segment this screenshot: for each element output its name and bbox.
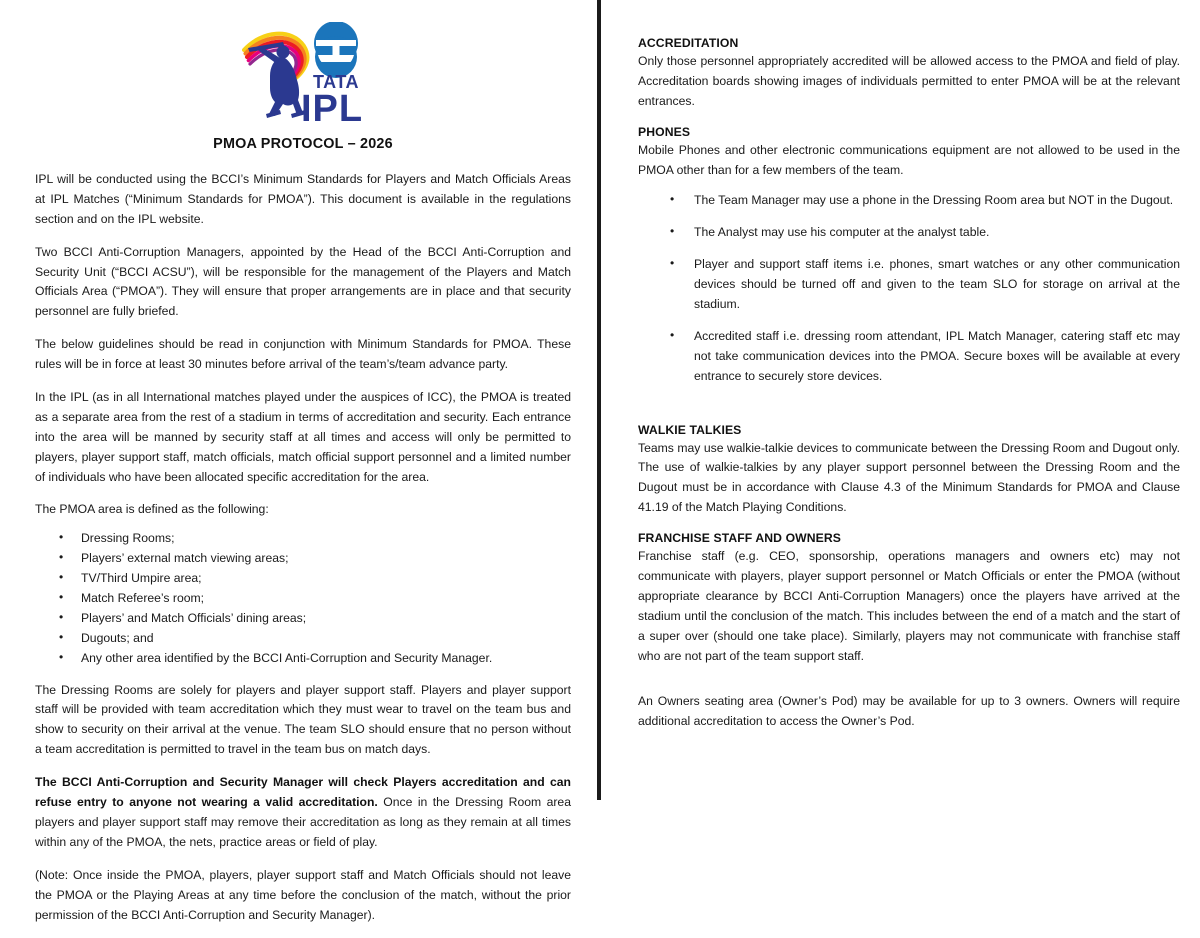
svg-text:TATA: TATA (313, 72, 359, 92)
list-item: • Any other area identified by the BCCI Anti-Corruption and Security Manager. (57, 649, 571, 669)
right-page-column (601, 0, 1200, 745)
paragraph-note: (Note: Once inside the PMOA, players, player support staff and Match Officials should not leave the PMOA or the Playing Areas at any time before the conclusion of the match, without the prior permission of the BCCI Anti-Corruption and Security Manager). (35, 867, 571, 922)
list-item: • Match Referee’s room; (57, 589, 571, 609)
tata-ipl-logo-icon (228, 22, 378, 125)
section-body-franchise-staff: Franchise staff (e.g. CEO, sponsorship, operations managers and owners etc) may not communicate with players, player support personnel or Match Officials or enter the PMOA (without appropriate clearance by BCCI Anti-Corruption Managers) once the players have arrived at the stadium until the conclusion of the match. This includes between the end of a match and the start of a super over (should one take place). Similarly, players may not communicate with franchise staff who are not part of the team support staff. (638, 549, 1180, 663)
list-item: • The Team Manager may use a phone in the Dressing Room area but NOT in the Dugout. (668, 191, 1180, 211)
spacer (638, 679, 1180, 692)
list-item: • Dressing Rooms; (57, 529, 571, 549)
section-body-phones: Mobile Phones and other electronic communications equipment are not allowed to be used in the PMOA other than for a few members of the team. (638, 142, 1180, 177)
list-item: • Player and support staff items i.e. phones, smart watches or any other communication devices should be turned off and given to the team SLO for storage on arrival at the stadium. (668, 255, 1180, 315)
list-item: • Players’ and Match Officials’ dining areas; (57, 609, 571, 629)
paragraph-accreditation-check (35, 773, 571, 853)
paragraph-separate-area: In the IPL (as in all International matches played under the auspices of ICC), the PMOA is treated as a separate area from the rest of a stadium in terms of accreditation and security. Each entrance into the area will be manned by security staff at all times and access will only be permitted to players, player support staff, match officials, match official support personnel and a limited number of individuals who have been allocated specific accreditation for the area. (35, 390, 571, 484)
left-page-column (0, 0, 597, 938)
tata-emblem-icon (314, 22, 358, 78)
tata-ipl-logo (228, 22, 378, 125)
paragraph-managers: Two BCCI Anti-Corruption Managers, appointed by the Head of the BCCI Anti-Corruption and Security Unit (“BCCI ACSU”), will be responsible for the management of the Players and Match Officials Area (“PMOA”). They will ensure that proper arrangements are in place and that security personnel are fully briefed. (35, 244, 571, 319)
logo-block (35, 22, 571, 130)
paragraph-area-defined-lead: The PMOA area is defined as the following: (35, 502, 269, 517)
section-body-owners-pod: An Owners seating area (Owner’s Pod) may be available for up to 3 owners. Owners will require additional accreditation to access the Owner’s Pod. (638, 694, 1180, 729)
list-item: • Accredited staff i.e. dressing room attendant, IPL Match Manager, catering staff etc may not take communication devices into the PMOA. Secure boxes will be available at every entrance to securely store devices. (668, 327, 1180, 387)
list-item: • TV/Third Umpire area; (57, 569, 571, 589)
phones-bullet-list (638, 191, 1180, 386)
list-item: • The Analyst may use his computer at the analyst table. (668, 223, 1180, 243)
section-heading-walkie-talkies: WALKIE TALKIES (638, 422, 742, 437)
list-item: • Players’ external match viewing areas; (57, 549, 571, 569)
document-title: PMOA PROTOCOL – 2026 (213, 136, 393, 152)
section-body-accreditation: Only those personnel appropriately accredited will be allowed access to the PMOA and field of play. Accreditation boards showing images of individuals permitted to enter PMOA will be at the relevant entrances. (638, 54, 1180, 108)
spacer (638, 401, 1180, 423)
list-item: • Dugouts; and (57, 629, 571, 649)
accreditation-check-rest: Once in the Dressing Room area players and player support staff may remove their accreditation as long as they remain at all times within any of the PMOA, the nets, practice areas or field of play. (35, 795, 571, 849)
accreditation-check-bold: The BCCI Anti-Corruption and Security Manager will check Players accreditation and can refuse entry to anyone not wearing a valid accreditation. (35, 775, 571, 810)
svg-text:IPL: IPL (300, 88, 364, 125)
pmoa-area-list (35, 529, 571, 668)
paragraph-dressing-rooms: The Dressing Rooms are solely for players and player support staff. Players and player support staff will be provided with team accreditation which they must wear to travel on the team bus and show to security on their arrival at the venue. The team SLO should ensure that no person without a team accreditation is permitted to travel in the team bus on match days. (35, 682, 571, 757)
section-body-walkie-talkies: Teams may use walkie-talkie devices to communicate between the Dressing Room and Dugout only. The use of walkie-talkies by any player support personnel between the Dressing Room and the Dugout must be in accordance with Clause 4.3 of the Minimum Standards for PMOA and Clause 41.19 of the Match Playing Conditions. (638, 440, 1180, 515)
paragraph-guidelines: The below guidelines should be read in conjunction with Minimum Standards for PMOA. These rules will be in force at least 30 minutes before arrival of the team’s/team advance party. (35, 337, 571, 372)
section-heading-phones: PHONES (638, 124, 691, 139)
section-heading-accreditation: ACCREDITATION (638, 36, 739, 50)
paragraph-intro: IPL will be conducted using the BCCI’s Minimum Standards for Players and Match Officials Areas at IPL Matches (“Minimum Standards for PMOA”). This document is available in the regulations section and on the IPL website. (35, 172, 571, 226)
section-heading-franchise-staff: FRANCHISE STAFF AND OWNERS (638, 531, 842, 546)
